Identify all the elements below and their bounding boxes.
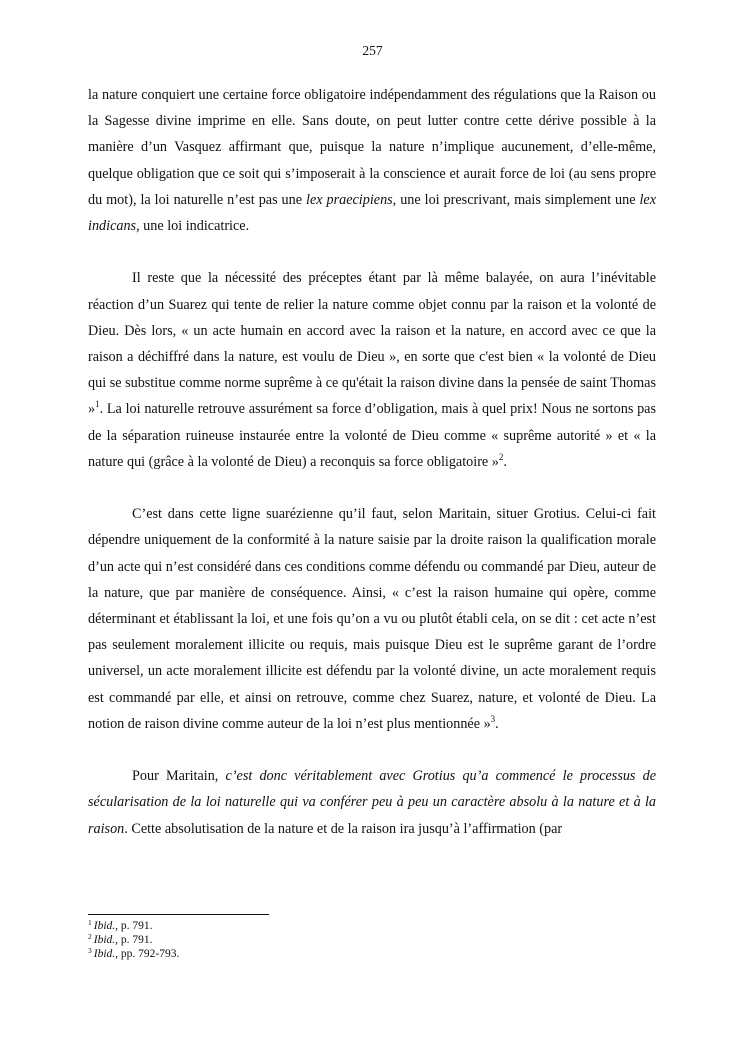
text-run: la nature conquiert une certaine force obligatoire indépendamment des régulations que la Raison ou la Sagesse divine imprime en elle. Sans doute, on peut lutter contre cette dérive possible à la manière d’un Vasquez affirmant que, puisque la nature n’implique aucunement, d’elle-même, quelque obligation que ce soit qui s’imposerait à la conscience et aurait force de loi (au sens propre du mot), la loi naturelle n’est pas une (88, 87, 656, 208)
text-run: une loi prescrivant, mais simplement une (396, 191, 640, 208)
italic-text: lex praecipiens, (306, 191, 397, 208)
footnote (88, 920, 179, 934)
paragraph-2 (88, 265, 656, 475)
text-run: . (495, 715, 499, 732)
footnote-text: p. 791. (118, 920, 153, 932)
text-run: , une loi indicatrice. (136, 218, 250, 235)
text-run: C’est dans cette ligne suarézienne qu’il faut, selon Maritain, situer Grotius. Celui-ci fait dépendre uniquement de la conformité à la nature saisie par la droite raison la qualification morale d’un acte qui n’est considéré dans ces conditions comme défendu ou commandé par Dieu, auteur de la nature, que par manière de conséquence. Ainsi, « c’est la raison humaine qui opère, comme déterminant et établissant la loi, et une fois qu’on a vu ou plutôt établi cela, on se dit : cet acte n’est pas seulement moralement illicite ou requis, mais puisque Dieu est le suprême garant de l’ordre universel, un acte moralement illicite est défendu par la volonté divine, un acte moralement requis est commandé par elle, et ainsi on retrouve, comme chez Suarez, nature, et volonté de Dieu. La notion de raison divine comme auteur de la loi n’est plus mentionnée » (88, 506, 656, 732)
footnote-text: p. 791. (118, 933, 153, 946)
body-text (88, 82, 656, 842)
page-number: 257 (362, 43, 383, 58)
text-run: . (503, 453, 507, 470)
paragraph-4 (88, 763, 656, 842)
footnotes (88, 920, 179, 961)
footnote-marker: 1 (95, 399, 100, 410)
footnote-marker: 3 (490, 713, 496, 724)
footnote-separator (88, 914, 269, 915)
text-run: . Cette absolutisation de la nature et de la raison ira jusqu’à l’affirmation (par (124, 820, 563, 837)
footnote-number: 2 (88, 931, 92, 941)
text-run: Pour Maritain, (132, 768, 226, 785)
footnote-number: 3 (88, 945, 92, 955)
paragraph-3 (88, 501, 656, 737)
text-run: Il reste que la nécessité des préceptes étant par là même balayée, on aura l’inévitable réaction d’un Suarez qui tente de relier la nature comme objet connu par la raison et la volonté de Dieu. Dès lors, « un acte humain en accord avec la raison et la nature, en accord avec ce que la raison a déchiffré dans la nature, est voulu de Dieu », en sorte que c'est bien « la volonté de Dieu qui se substitue comme norme suprême à ce qu'était la raison divine dans la pensée de saint Thomas » (88, 270, 656, 418)
footnote (88, 945, 180, 962)
footnote-text: pp. 792-793. (118, 947, 180, 960)
footnote-marker: 2 (498, 451, 504, 462)
footnote-ref: Ibid., (93, 947, 119, 960)
italic-text: c’est donc véritablement avec Grotius qu’a commencé le processus de sécularisation de la loi naturelle qui va conférer peu à peu un caractère absolu à la nature et à la raison (88, 768, 657, 837)
italic-text: lex indicans (88, 191, 656, 235)
paragraph-1 (88, 82, 656, 239)
footnote-ref: Ibid., (93, 933, 119, 946)
footnote (88, 931, 179, 948)
footnote-number: 1 (88, 918, 92, 927)
footnote-ref: Ibid., (93, 920, 119, 932)
text-run: . La loi naturelle retrouve assurément sa force d’obligation, mais à quel prix! Nous ne sortons pas de la séparation ruineuse instaurée entre la volonté de Dieu comme « suprême autorité » et « la nature qui (grâce à la volonté de Dieu) a reconquis sa force obligatoire » (88, 401, 656, 470)
